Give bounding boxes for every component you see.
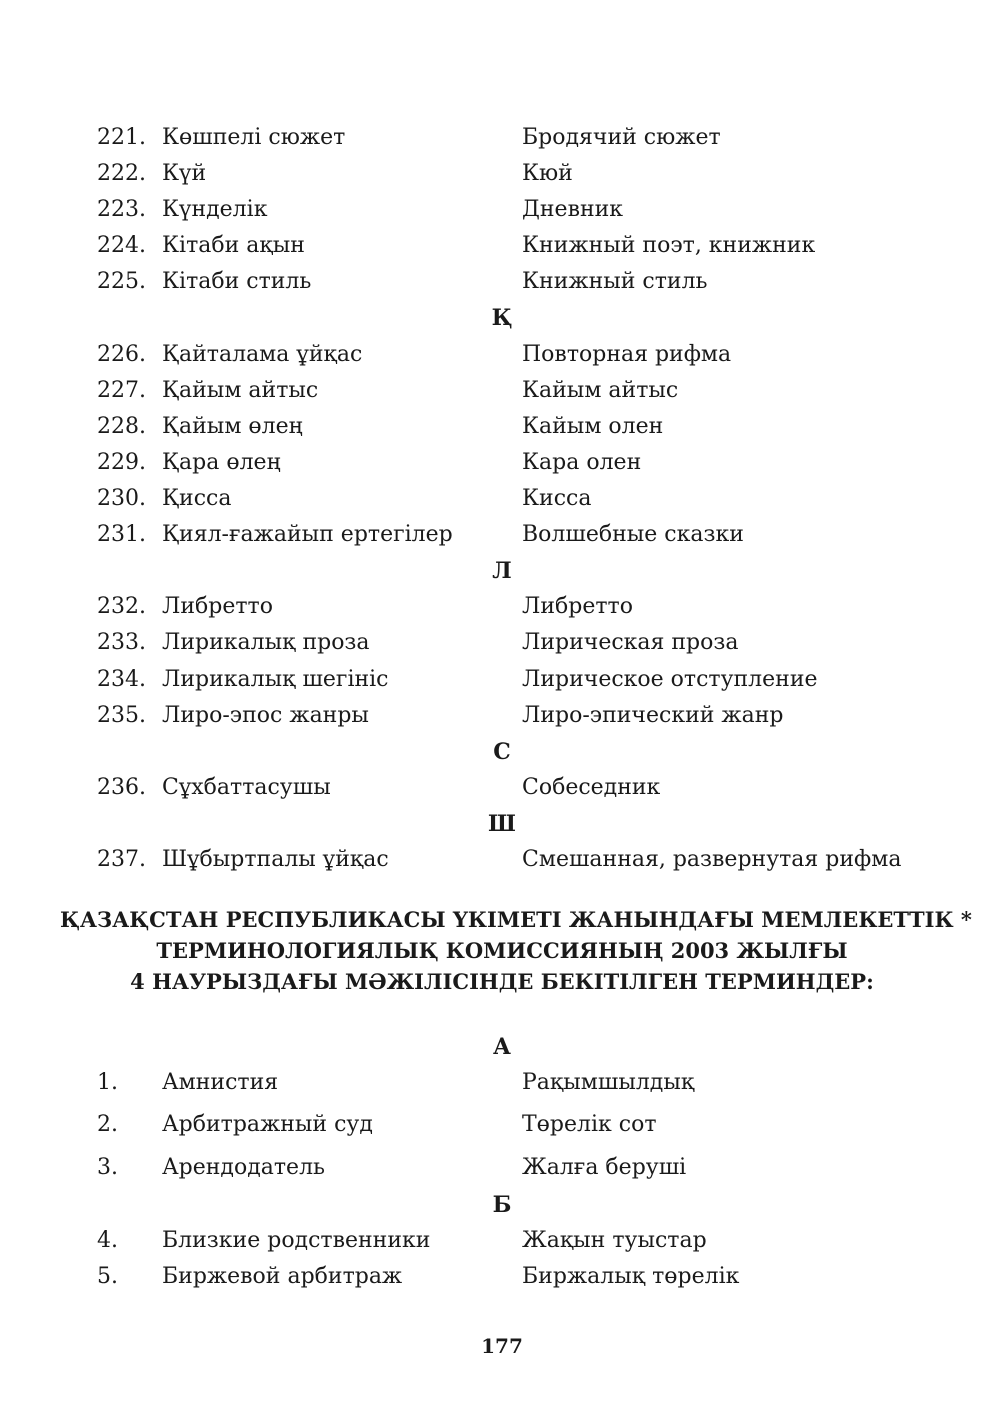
term-row — [0, 120, 1004, 156]
term-row — [0, 1065, 1004, 1101]
term-number: 222. — [97, 161, 146, 186]
term-kazakh: Лирикалық шегініс — [162, 667, 389, 692]
term-row — [0, 1107, 1004, 1143]
term-row — [0, 192, 1004, 228]
term-number: 221. — [97, 125, 146, 150]
term-russian: Смешанная, развернутая рифма — [522, 847, 902, 872]
term-row — [0, 662, 1004, 698]
term-kazakh: Либретто — [162, 594, 273, 619]
term-number: 223. — [97, 197, 146, 222]
term-number: 2. — [97, 1112, 118, 1137]
heading-line: ҚАЗАҚСТАН РЕСПУБЛИКАСЫ ҮКІМЕТІ ЖАНЫНДАҒЫ МЕМЛЕКЕТТІК * — [60, 907, 972, 932]
term-russian: Кюй — [522, 161, 573, 186]
term-russian: Повторная рифма — [522, 342, 732, 367]
section-letter: Л — [492, 558, 512, 584]
term-kazakh: Қайым айтыс — [162, 378, 319, 403]
term-number: 230. — [97, 486, 146, 511]
term-number: 236. — [97, 775, 146, 800]
term-row — [0, 228, 1004, 264]
section-letter: С — [493, 739, 511, 765]
term-number: 237. — [97, 847, 146, 872]
term-row — [0, 445, 1004, 481]
term-row — [0, 156, 1004, 192]
term-kazakh: Жалға беруші — [522, 1155, 687, 1180]
term-kazakh: Кітаби стиль — [162, 269, 312, 294]
term-row — [0, 1223, 1004, 1259]
term-kazakh: Шұбыртпалы ұйқас — [162, 847, 389, 872]
term-kazakh: Биржалық төрелік — [522, 1264, 740, 1289]
term-number: 233. — [97, 630, 146, 655]
term-russian: Книжный стиль — [522, 269, 708, 294]
term-number: 224. — [97, 233, 146, 258]
term-kazakh: Қайталама ұйқас — [162, 342, 363, 367]
term-kazakh: Күй — [162, 161, 207, 186]
term-row — [0, 373, 1004, 409]
term-russian: Собеседник — [522, 775, 661, 800]
term-russian: Арбитражный суд — [162, 1112, 373, 1137]
section-letter: Б — [492, 1192, 512, 1218]
term-russian: Кисса — [522, 486, 592, 511]
term-row — [0, 409, 1004, 445]
term-kazakh: Сұхбаттасушы — [162, 775, 331, 800]
term-kazakh: Жақын туыстар — [522, 1228, 707, 1253]
term-row — [0, 842, 1004, 878]
term-row — [0, 770, 1004, 806]
term-russian: Либретто — [522, 594, 633, 619]
term-row — [0, 1150, 1004, 1186]
term-row — [0, 698, 1004, 734]
section-letter: А — [493, 1034, 511, 1060]
term-number: 1. — [97, 1070, 118, 1095]
term-kazakh: Күнделік — [162, 197, 268, 222]
term-russian: Лиро-эпический жанр — [522, 703, 784, 728]
term-russian: Бродячий сюжет — [522, 125, 721, 150]
term-number: 225. — [97, 269, 146, 294]
term-number: 4. — [97, 1228, 118, 1253]
term-row — [0, 517, 1004, 553]
section-letter: Қ — [491, 305, 513, 331]
term-number: 5. — [97, 1264, 118, 1289]
term-number: 226. — [97, 342, 146, 367]
term-russian: Волшебные сказки — [522, 522, 744, 547]
term-russian: Кайым олен — [522, 414, 664, 439]
term-kazakh: Қайым өлең — [162, 414, 303, 439]
term-number: 232. — [97, 594, 146, 619]
term-kazakh: Лирикалық проза — [162, 630, 370, 655]
term-kazakh: Көшпелі сюжет — [162, 125, 346, 150]
term-kazakh: Қара өлең — [162, 450, 281, 475]
heading-line: 4 НАУРЫЗДАҒЫ МӘЖІЛІСІНДЕ БЕКІТІЛГЕН ТЕРМИНДЕР: — [130, 969, 874, 994]
term-russian: Кара олен — [522, 450, 642, 475]
term-number: 3. — [97, 1155, 118, 1180]
term-russian: Арендодатель — [162, 1155, 326, 1180]
term-russian: Лирическая проза — [522, 630, 739, 655]
term-row — [0, 1259, 1004, 1295]
term-number: 231. — [97, 522, 146, 547]
page-number: 177 — [481, 1334, 523, 1358]
term-kazakh: Қиял-ғажайып ертегілер — [162, 522, 453, 547]
term-number: 229. — [97, 450, 146, 475]
term-row — [0, 264, 1004, 300]
term-kazakh: Қисса — [162, 486, 232, 511]
section-letter: Ш — [488, 811, 516, 837]
term-row — [0, 589, 1004, 625]
term-kazakh: Лиро-эпос жанры — [162, 703, 369, 728]
term-row — [0, 481, 1004, 517]
term-kazakh: Төрелік сот — [522, 1112, 657, 1137]
term-russian: Близкие родственники — [162, 1228, 431, 1253]
term-number: 227. — [97, 378, 146, 403]
term-number: 235. — [97, 703, 146, 728]
term-russian: Дневник — [522, 197, 624, 222]
heading-line: ТЕРМИНОЛОГИЯЛЫҚ КОМИССИЯНЫҢ 2003 ЖЫЛҒЫ — [156, 938, 848, 963]
term-number: 228. — [97, 414, 146, 439]
term-russian: Кайым айтыс — [522, 378, 679, 403]
term-russian: Лирическое отступление — [522, 667, 818, 692]
term-number: 234. — [97, 667, 146, 692]
section-heading — [60, 904, 972, 997]
term-russian: Амнистия — [162, 1070, 279, 1095]
term-russian: Книжный поэт, книжник — [522, 233, 816, 258]
term-row — [0, 625, 1004, 661]
term-kazakh: Кітаби ақын — [162, 233, 305, 258]
term-kazakh: Рақымшылдық — [522, 1070, 695, 1095]
term-row — [0, 337, 1004, 373]
term-russian: Биржевой арбитраж — [162, 1264, 403, 1289]
